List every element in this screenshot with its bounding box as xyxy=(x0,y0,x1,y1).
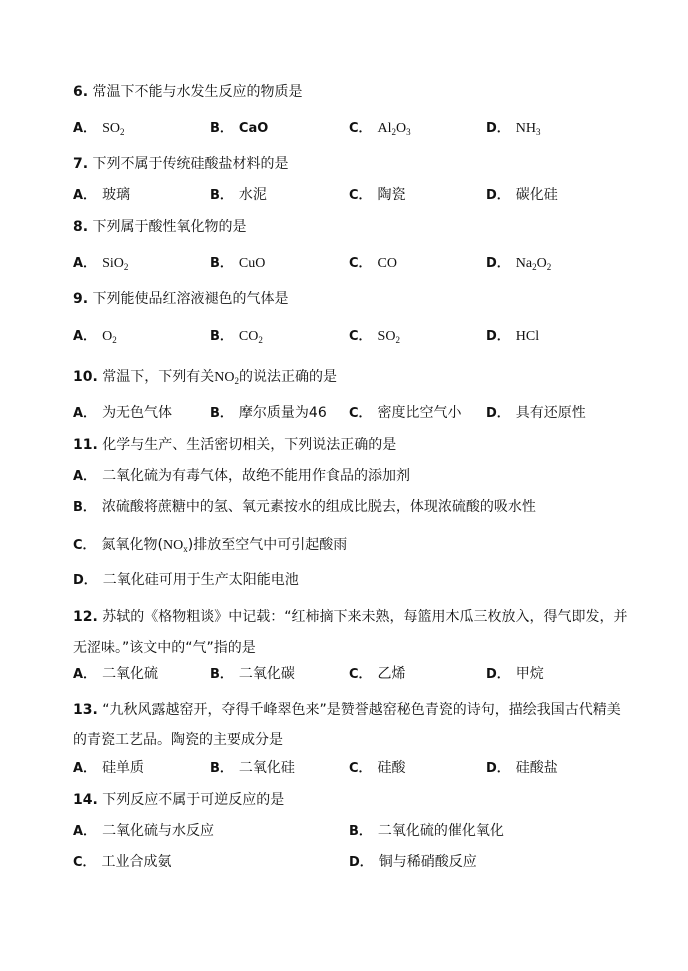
option-text: 碳化硅 xyxy=(515,187,558,203)
option-label: C． xyxy=(349,761,372,776)
option-a xyxy=(73,467,410,486)
question-text: 下列不属于传统硅酸盐材料的是 xyxy=(92,156,289,172)
option-b xyxy=(210,119,268,138)
option-c xyxy=(349,119,411,138)
option-d xyxy=(349,853,477,872)
question-10-stem xyxy=(73,368,337,387)
option-text: 二氧化硅可用于生产太阳能电池 xyxy=(102,572,299,588)
option-label: A． xyxy=(73,256,97,271)
question-text: 化学与生产、生活密切相关，下列说法正确的是 xyxy=(102,437,397,453)
option-text: 二氧化硅 xyxy=(238,760,295,776)
option-d xyxy=(486,665,544,684)
option-label: D． xyxy=(486,761,510,776)
subscript: 2 xyxy=(391,127,397,137)
option-c xyxy=(349,186,406,205)
option-d xyxy=(486,404,586,423)
option-text xyxy=(102,121,124,136)
option-label: A． xyxy=(73,188,97,203)
text-fragment: 常温下，下列有关 xyxy=(102,369,215,385)
option-text xyxy=(239,256,265,271)
option-text xyxy=(516,256,551,271)
option-text: 乙烯 xyxy=(377,666,406,682)
question-7-options xyxy=(73,186,673,204)
option-text: 摩尔质量为46 xyxy=(238,405,327,421)
option-label: D． xyxy=(486,406,510,421)
text-fragment: NH xyxy=(515,121,537,136)
option-label: A． xyxy=(73,761,97,776)
question-number: 12. xyxy=(73,609,98,625)
option-label: C． xyxy=(349,667,372,682)
subscript: x xyxy=(183,544,188,554)
option-a xyxy=(73,665,158,684)
question-number: 7. xyxy=(73,156,89,172)
option-c xyxy=(73,853,172,872)
option-text: 水泥 xyxy=(238,187,267,203)
option-a xyxy=(73,119,124,138)
option-label: A． xyxy=(73,667,97,682)
option-d xyxy=(486,759,558,778)
option-text xyxy=(378,256,397,271)
option-label: A． xyxy=(73,329,97,344)
option-c xyxy=(349,759,406,778)
option-text: 玻璃 xyxy=(102,187,131,203)
option-text xyxy=(102,537,348,553)
question-6-options xyxy=(73,119,673,137)
question-9-stem xyxy=(73,290,289,308)
option-label: A． xyxy=(73,121,97,136)
text-fragment: SO xyxy=(102,121,120,136)
option-text: 浓硫酸将蔗糖中的氢、氧元素按水的组成比脱去，体现浓硫酸的吸水性 xyxy=(101,499,536,515)
text-fragment: )排放至空气中可引起酸雨 xyxy=(187,537,348,553)
question-14-options-row2 xyxy=(73,853,673,871)
option-text xyxy=(378,121,411,136)
text-fragment: SiO xyxy=(102,256,124,271)
option-c xyxy=(349,404,462,423)
question-number: 10. xyxy=(73,369,98,385)
text-fragment: CuO xyxy=(238,256,266,271)
option-label: B． xyxy=(210,406,233,421)
text-fragment: CaO xyxy=(238,121,269,136)
option-c xyxy=(349,254,397,273)
option-label: B． xyxy=(210,761,233,776)
text-fragment: CO xyxy=(238,329,259,344)
option-a xyxy=(73,404,172,423)
option-text: 密度比空气小 xyxy=(377,405,462,421)
option-text: 具有还原性 xyxy=(515,405,586,421)
option-b xyxy=(210,327,263,346)
option-label: A． xyxy=(73,469,97,484)
question-8-stem xyxy=(73,218,247,236)
option-label: A． xyxy=(73,406,97,421)
subscript: 2 xyxy=(532,262,537,272)
text-fragment: O xyxy=(102,329,113,344)
option-text: 二氧化硫的催化氧化 xyxy=(377,823,504,839)
option-label: B． xyxy=(210,329,233,344)
option-text: 硅酸盐 xyxy=(515,760,558,776)
subscript: 3 xyxy=(536,127,541,137)
subscript: 2 xyxy=(119,127,125,137)
option-label: C． xyxy=(349,256,372,271)
text-fragment: 氮氧化物( xyxy=(101,537,164,553)
option-c xyxy=(349,665,406,684)
option-c xyxy=(73,536,347,555)
option-d xyxy=(486,119,541,138)
option-text xyxy=(239,120,268,136)
question-13-stem xyxy=(73,695,633,755)
question-number: 8. xyxy=(73,219,89,235)
question-8-options xyxy=(73,254,673,272)
text-fragment: Na xyxy=(515,256,533,271)
subscript: 2 xyxy=(395,335,400,345)
option-d xyxy=(486,186,558,205)
option-c xyxy=(349,327,400,346)
option-label: B． xyxy=(210,121,233,136)
option-text: 硅酸 xyxy=(377,760,406,776)
option-text: 二氧化碳 xyxy=(238,666,295,682)
option-label: C． xyxy=(73,855,96,870)
question-6-stem xyxy=(73,83,303,101)
question-number: 6. xyxy=(73,84,89,100)
subscript: 2 xyxy=(112,335,117,345)
option-text xyxy=(516,329,539,344)
option-label: D． xyxy=(486,329,510,344)
option-label: B． xyxy=(210,188,233,203)
option-a xyxy=(73,759,144,778)
question-12-stem xyxy=(73,602,633,664)
option-label: B． xyxy=(210,667,233,682)
option-text: 二氧化硫与水反应 xyxy=(102,823,215,839)
text-fragment: O xyxy=(396,121,407,136)
question-11-stem xyxy=(73,436,396,454)
option-label: D． xyxy=(73,573,97,588)
option-text: 二氧化硫 xyxy=(102,666,159,682)
option-text xyxy=(102,329,117,344)
question-text: 苏轼的《格物粗谈》中记载：“红柿摘下来未熟，每篮用木瓜三枚放入，得气即发，并无涩味。”该文中的“气”指的是 xyxy=(73,609,628,656)
question-text: 下列能使品红溶液褪色的气体是 xyxy=(92,291,289,307)
option-label: D． xyxy=(486,667,510,682)
option-text: 陶瓷 xyxy=(377,187,406,203)
question-10-options xyxy=(73,404,673,422)
text-fragment: CO xyxy=(377,256,397,271)
option-d xyxy=(73,571,299,590)
text-fragment: 的说法正确的是 xyxy=(239,369,337,385)
option-text: 为无色气体 xyxy=(102,405,173,421)
question-text: “九秋风露越窑开，夺得千峰翠色来”是赞誉越窑秘色青瓷的诗句，描绘我国古代精美的青瓷工艺品。陶瓷的主要成分是 xyxy=(73,702,621,748)
option-label: B． xyxy=(349,824,372,839)
question-text: 下列属于酸性氧化物的是 xyxy=(92,219,247,235)
question-number: 9. xyxy=(73,291,89,307)
option-a xyxy=(73,254,128,273)
question-13-options xyxy=(73,759,673,777)
option-text xyxy=(378,329,400,344)
question-14-options-row1 xyxy=(73,822,673,840)
option-label: D． xyxy=(486,188,510,203)
question-12-options xyxy=(73,665,673,683)
option-text: 二氧化硫为有毒气体，故绝不能用作食品的添加剂 xyxy=(102,468,411,484)
question-number: 14. xyxy=(73,792,98,808)
question-text: 常温下不能与水发生反应的物质是 xyxy=(92,84,303,100)
subscript: 2 xyxy=(546,262,552,272)
text-fragment: HCl xyxy=(515,329,540,344)
option-a xyxy=(73,186,130,205)
option-a xyxy=(73,327,117,346)
option-b xyxy=(210,665,295,684)
option-text xyxy=(516,121,541,136)
option-b xyxy=(73,498,536,517)
option-d xyxy=(486,254,551,273)
option-a xyxy=(73,822,214,841)
option-label: A． xyxy=(73,824,97,839)
option-label: C． xyxy=(349,188,372,203)
option-text: 甲烷 xyxy=(515,666,544,682)
question-7-stem xyxy=(73,155,289,173)
question-number: 11. xyxy=(73,437,98,453)
subscript: 2 xyxy=(123,262,129,272)
subscript: 2 xyxy=(258,335,263,345)
question-9-options xyxy=(73,327,673,345)
option-label: C． xyxy=(349,406,372,421)
text-fragment: NO xyxy=(163,538,184,553)
option-text xyxy=(239,329,263,344)
option-text: 硅单质 xyxy=(102,760,145,776)
question-number: 13. xyxy=(73,702,98,718)
option-label: D． xyxy=(486,256,510,271)
option-b xyxy=(349,822,504,841)
text-fragment: O xyxy=(536,256,547,271)
option-label: C． xyxy=(349,121,372,136)
option-label: C． xyxy=(349,329,372,344)
text-fragment: SO xyxy=(377,329,396,344)
option-label: D． xyxy=(349,855,373,870)
option-b xyxy=(210,186,267,205)
option-label: B． xyxy=(73,500,96,515)
option-label: B． xyxy=(210,256,233,271)
question-text: 下列反应不属于可逆反应的是 xyxy=(102,792,285,808)
option-b xyxy=(210,759,295,778)
option-b xyxy=(210,254,265,273)
option-text: 铜与稀硝酸反应 xyxy=(378,854,477,870)
question-14-stem xyxy=(73,791,284,809)
option-label: C． xyxy=(73,538,96,553)
subscript: 3 xyxy=(406,127,411,137)
option-d xyxy=(486,327,539,346)
text-fragment: Al xyxy=(377,121,392,136)
option-text: 工业合成氨 xyxy=(101,854,172,870)
option-b xyxy=(210,404,327,423)
option-text xyxy=(102,256,128,271)
question-text xyxy=(102,369,337,385)
subscript: 2 xyxy=(234,376,239,386)
text-fragment: NO xyxy=(214,370,235,385)
option-label: D． xyxy=(486,121,510,136)
